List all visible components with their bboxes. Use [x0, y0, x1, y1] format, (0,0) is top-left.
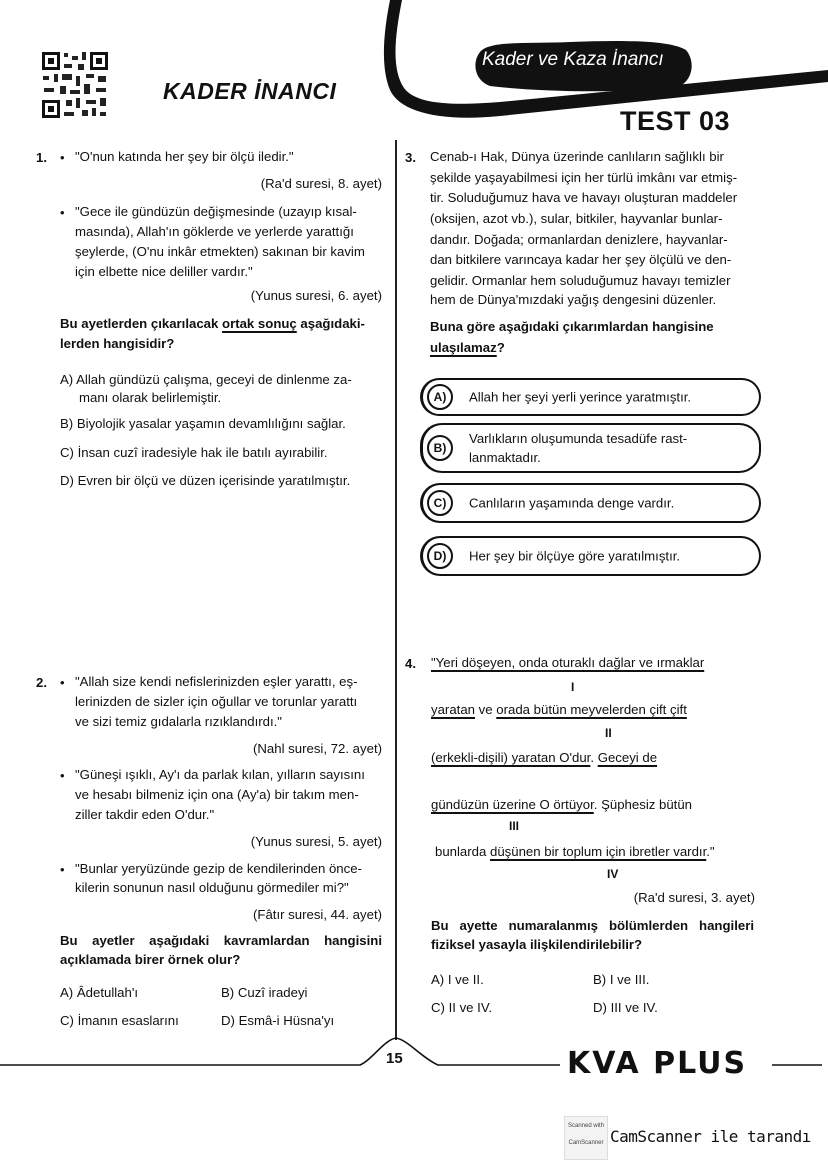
source: (Fâtır suresi, 44. ayet): [253, 907, 382, 922]
stem-emphasis: ortak sonuç: [222, 316, 297, 331]
source: (Yunus suresi, 6. ayet): [250, 288, 382, 303]
option-letter: C): [427, 490, 453, 516]
option-b[interactable]: B) I ve III.: [593, 972, 650, 987]
camscanner-badge: [564, 1116, 608, 1160]
passage-line: (oksijen, azot vb.), sular, bitkiler, hayvanlar bunlar-: [430, 211, 723, 226]
question-stem: [60, 314, 365, 334]
label-iii: III: [509, 819, 520, 833]
option-a[interactable]: A) Âdetullah'ı: [60, 985, 139, 1000]
option-text: Her şey bir ölçüye göre yaratılmıştır.: [469, 548, 681, 564]
question-stem: Bu ayette numaralanmış bölümlerden hangileri: [431, 918, 754, 933]
passage-line: şekilde yaşayabilmesi için her türlü imkânı var etmiş-: [430, 170, 738, 185]
source: (Ra'd suresi, 8. ayet): [260, 176, 382, 191]
quote-line: şeylerde, (O'nu inkâr etmekten) sakınan bir kavim: [75, 244, 365, 259]
verse-line: [435, 842, 715, 862]
passage-line: gelidir. Ormanlar hem soluduğumuz havayı temizler: [430, 273, 731, 288]
stem-emphasis: ulaşılamaz: [430, 340, 497, 355]
option-d[interactable]: D) III ve IV.: [593, 1000, 658, 1015]
quote-line: "Güneşi ışıklı, Ay'ı da parlak kılan, yılların sayısını: [75, 767, 365, 782]
question-stem: fiziksel yasayla ilişkilendirilebilir?: [431, 937, 643, 952]
passage-line: dandır. Doğada; ormanlardan denizlere, hayvanlar-: [430, 232, 728, 247]
text: .": [706, 844, 715, 859]
badge-bottom-text: CamScanner: [568, 1140, 604, 1146]
quote-line: "Gece ile gündüzün değişmesinde (uzayıp kısal-: [75, 204, 357, 219]
question-number: 3.: [405, 150, 416, 165]
passage-line: tir. Soluduğumuz hava ve havayı oluşturan maddeler: [430, 190, 738, 205]
option-a[interactable]: [420, 378, 761, 416]
option-d[interactable]: D) Esmâ-i Hüsna'yı: [221, 1013, 335, 1028]
option-b[interactable]: B) Cuzî iradeyi: [221, 985, 308, 1000]
option-c[interactable]: [420, 483, 761, 523]
stem-text: aşağıdaki-: [296, 316, 365, 331]
bullet: •: [60, 862, 65, 877]
text: .: [590, 750, 598, 765]
label-ii: II: [605, 726, 612, 740]
verse-line: [431, 653, 704, 673]
quote-line: lerinizden de sizler için oğullar ve torunlar yarattı: [75, 694, 358, 709]
bullet: •: [60, 675, 65, 690]
question-number: 4.: [405, 656, 416, 671]
text: . Şüphesiz bütün: [593, 797, 693, 812]
passage-line: Cenab-ı Hak, Dünya üzerinde canlıların sağlıklı bir: [430, 149, 724, 164]
column-divider: [395, 140, 397, 1040]
option-letter: A): [427, 384, 453, 410]
option-text: Canlıların yaşamında denge vardır.: [469, 495, 675, 511]
option-d[interactable]: D) Evren bir ölçü ve düzen içerisinde yaratılmıştır.: [60, 473, 351, 488]
question-stem: lerden hangisidir?: [60, 336, 175, 351]
part-ii-end: (erkekli-dişili) yaratan O'dur: [431, 750, 591, 765]
part-iii-end: gündüzün üzerine O örtüyor: [431, 797, 594, 812]
bullet: •: [60, 150, 65, 165]
source: (Yunus suresi, 5. ayet): [250, 834, 382, 849]
quote-line: ve hesabı bilmeniz için ona (Ay'a) bir takım men-: [75, 787, 359, 802]
option-b[interactable]: B) Biyolojik yasalar yaşamın devamlılığını sağlar.: [60, 416, 346, 431]
option-letter: B): [427, 435, 453, 461]
part-iii: Geceyi de: [597, 750, 658, 765]
quote-line: "Bunlar yeryüzünde gezip de kendilerinden önce-: [75, 861, 362, 876]
option-c[interactable]: C) İnsan cuzî iradesiyle hak ile batılı ayırabilir.: [60, 445, 328, 460]
passage-line: hem de Dünya'mızdaki yağış dengesini düzenler.: [430, 292, 717, 307]
qr-code: [40, 50, 110, 120]
test-label: TEST 03: [620, 106, 731, 136]
source: (Nahl suresi, 72. ayet): [253, 741, 382, 756]
quote-line: ve sizi temiz gıdalarla rızıklandırdı.": [75, 714, 282, 729]
part-ii: orada bütün meyvelerden çift çift: [496, 702, 687, 717]
option-b[interactable]: [420, 423, 761, 473]
quote-line: ziller takdir eden O'dur.": [75, 807, 215, 822]
question-stem: açıklamada birer örnek olur?: [60, 952, 241, 967]
camscanner-text: CamScanner ile tarandı: [610, 1127, 811, 1146]
quote-line: için elbette nice deliller vardır.": [75, 264, 253, 279]
question-number: 2.: [36, 675, 47, 690]
part-i-end: yaratan: [431, 702, 475, 717]
quote-line: kilerin sonunun nasıl olduğunu görmediler mi?": [75, 880, 349, 895]
label-i: I: [571, 680, 575, 694]
part-iv: düşünen bir toplum için ibretler vardır: [490, 844, 707, 859]
label-iv: IV: [607, 867, 619, 881]
section-label: Kader ve Kaza İnancı: [482, 49, 664, 70]
question-stem: [430, 338, 505, 358]
option-letter: D): [427, 543, 453, 569]
verse-line: [431, 748, 657, 768]
option-c[interactable]: C) İmanın esaslarını: [60, 1013, 179, 1028]
quote: "O'nun katında her şey bir ölçü iledir.": [75, 149, 294, 164]
stem-text: Bu ayetlerden çıkarılacak: [60, 316, 223, 331]
brand-logo: KVA PLUS: [567, 1046, 748, 1081]
part-i: "Yeri döşeyen, onda oturaklı dağlar ve ırmaklar: [431, 655, 705, 670]
chapter-title: KADER İNANCI: [163, 78, 337, 104]
text: ve: [475, 702, 497, 717]
option-text: Varlıkların oluşumunda tesadüfe rast-lanmaktadır.: [469, 431, 688, 465]
quote-line: masında), Allah'ın göklerde ve yerlerde yarattığı: [75, 224, 354, 239]
option-d[interactable]: [420, 536, 761, 576]
bullet: •: [60, 768, 65, 783]
question-stem: Bu ayetler aşağıdaki kavramlardan hangisini: [60, 933, 382, 948]
option-a[interactable]: A) Allah gündüzü çalışma, geceyi de dinlenme za-: [60, 372, 352, 387]
question-number: 1.: [36, 150, 47, 165]
badge-top-text: Scanned with: [567, 1123, 605, 1129]
text: bunlarda: [435, 844, 490, 859]
page-number: 15: [386, 1050, 403, 1067]
quote-line: "Allah size kendi nefislerinizden eşler yarattı, eş-: [75, 674, 358, 689]
passage-line: dan bitkilere varıncaya kadar her şey ölçülü ve den-: [430, 252, 732, 267]
verse-line: [431, 795, 692, 815]
question-stem: Buna göre aşağıdaki çıkarımlardan hangisine: [430, 319, 714, 334]
stem-text: ?: [496, 340, 505, 355]
option-c[interactable]: C) II ve IV.: [431, 1000, 493, 1015]
option-a[interactable]: A) I ve II.: [431, 972, 484, 987]
verse-line: [431, 700, 687, 720]
option-a-cont[interactable]: manı olarak belirlemiştir.: [79, 390, 222, 405]
source: (Ra'd suresi, 3. ayet): [633, 890, 755, 905]
bullet: •: [60, 205, 65, 220]
option-text: Allah her şeyi yerli yerince yaratmıştır.: [469, 389, 692, 405]
